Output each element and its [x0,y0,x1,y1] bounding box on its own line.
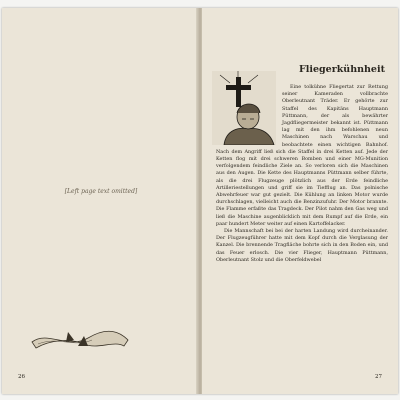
book-spread [2,8,398,394]
right-page [202,8,398,394]
illustration-spacer [216,84,282,148]
decorative-ribbon-illustration [28,326,132,352]
page-number-left: 26 [18,374,25,380]
left-page-omitted-note: [Left page text omitted] [64,188,138,195]
article-title: Fliegerkühnheit [299,64,385,75]
article-paragraph-2: Die Mannschaft bei bei der harten Landung wird durcheinander. Der Flugzeugführer hatte mit dem Kopf durch die Verglasung der Kanzel. Die brennende Tragfläche bohrte sich in den Boden ein, und das Feuer erlosch. Die vier Flieger, Hauptmann Püttmann, Oberleutnant Stolz und die Oberfeldwebel [216,228,388,263]
page-number-right: 27 [375,374,382,380]
left-page [2,8,198,394]
left-page-text-block [16,70,186,320]
article-body [216,84,388,264]
article-paragraph-1: Eine tolkühne Fliegertat zur Rettung seiner Kameraden vollbrachte Oberleutnant Träder. Er gehörte zur Staffel des Kapitäns Hauptmann Püttmann, der als bewährter Jagdfliegermeister bekannt ist. Püttmann lag mit den ihm befohlenen neun Maschinen nach Warschau und beobachtete einen wichtigen Bahnhof. Nach dem Angriff ließ sich die Staffel in drei Ketten auf. Jede der Ketten flog mit drei schweren Bomben und einer MG-Munition verfolgendem feindliche Ziele an. So verloren sich die Maschinen aus den Augen. Die Kette des Hauptmanns Püttmann selber führte, als die drei Flugzeuge plötzlich aus der Erde feindliche Artilleriestellungen und griff sie im Tiefflug an. Das polnische Abwehrfeuer war gut gezielt. Die Kühlung an linken Motor wurde durchschlagen, vielleicht auch die Benzinzufuhr. Der Motor brannte. Die Flamme erfaßte das Tragdeck. Der Pilot nahm den Gas weg und ließ die Maschine augenblicklich mit dem Rumpf auf die Erde, ein paar hundert Meter weiter auf einen Kartoffelacker. [216,84,388,227]
